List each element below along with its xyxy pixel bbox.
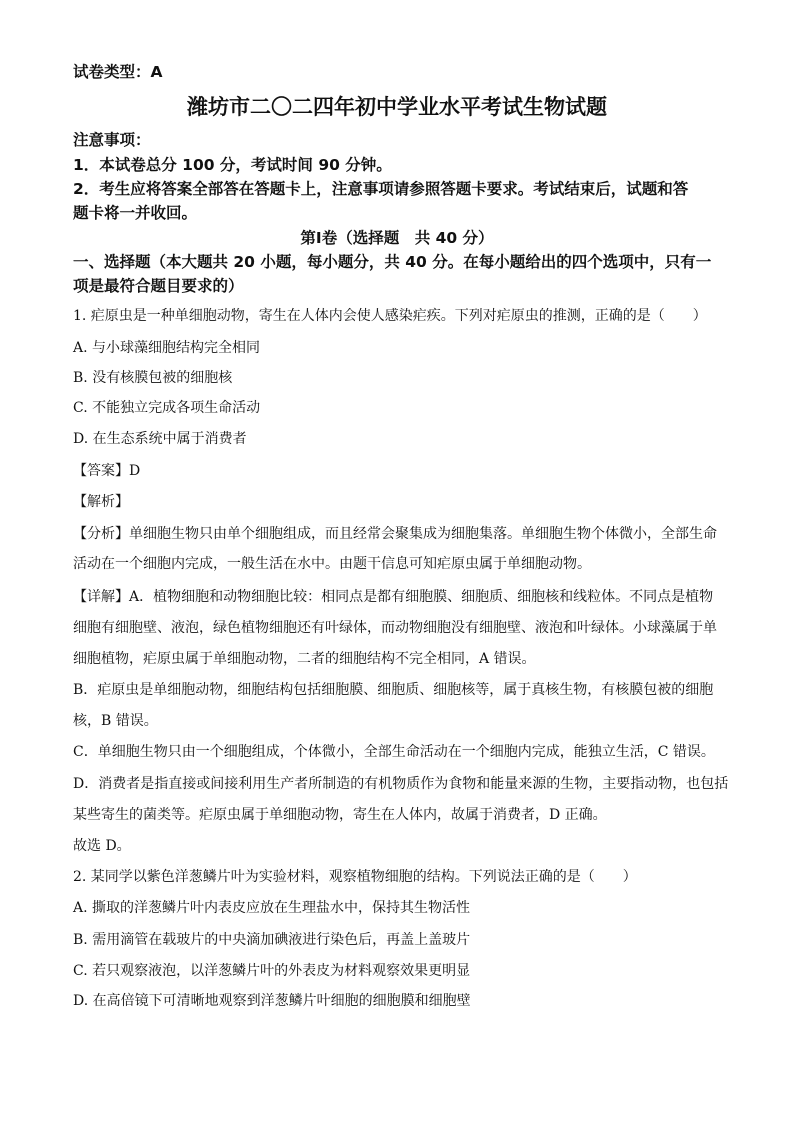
question-option: B. 需用滴管在载玻片的中央滴加碘液进行染色后，再盖上盖玻片 (73, 932, 471, 948)
analysis-line: 活动在一个细胞内完成，一般生活在水中。由题干信息可知疟原虫属于单细胞动物。 (73, 556, 591, 572)
question-option: C. 若只观察液泡，以洋葱鳞片叶的外表皮为材料观察效果更明显 (73, 963, 471, 979)
part-title: 第Ⅰ卷（选择题 共 40 分） (300, 229, 494, 247)
detail-line: 【详解】A．植物细胞和动物细胞比较：相同点是都有细胞膜、细胞质、细胞核和线粒体。不同点是植物 (73, 589, 714, 605)
conclusion-line: 故选 D。 (73, 838, 131, 854)
section-instruction-line: 项是最符合题目要求的） (73, 277, 244, 295)
notice-line: 1．本试卷总分 100 分，考试时间 90 分钟。 (73, 156, 392, 174)
notice-line: 题卡将一并收回。 (73, 204, 198, 222)
question-option: A. 撕取的洋葱鳞片叶内表皮应放在生理盐水中，保持其生物活性 (73, 900, 471, 916)
detail-line: 核，B 错误。 (73, 713, 158, 729)
question-option: B. 没有核膜包被的细胞核 (73, 370, 233, 386)
analysis-heading: 【解析】 (73, 494, 129, 510)
detail-line: C．单细胞生物只由一个细胞组成，个体微小，全部生命活动在一个细胞内完成，能独立生活，C 错误。 (73, 744, 715, 760)
question-stem: 1. 疟原虫是一种单细胞动物，寄生在人体内会使人感染疟疾。下列对疟原虫的推测，正确的是（ ） (73, 308, 707, 324)
notice-line: 2．考生应将答案全部答在答题卡上，注意事项请参照答题卡要求。考试结束后，试题和答 (73, 180, 689, 198)
notice-heading: 注意事项： (73, 131, 151, 149)
question-option: D. 在高倍镜下可清晰地观察到洋葱鳞片叶细胞的细胞膜和细胞壁 (73, 993, 471, 1009)
question-option: D. 在生态系统中属于消费者 (73, 431, 247, 447)
detail-line: 细胞有细胞壁、液泡，绿色植物细胞还有叶绿体，而动物细胞没有细胞壁、液泡和叶绿体。小球藻属于单 (73, 620, 717, 636)
analysis-line: 【分析】单细胞生物只由单个细胞组成，而且经常会聚集成为细胞集落。单细胞生物个体微小，全部生命 (73, 526, 717, 542)
detail-line: 某些寄生的菌类等。疟原虫属于单细胞动物，寄生在人体内，故属于消费者，D 正确。 (73, 807, 607, 823)
question-stem: 2. 某同学以紫色洋葱鳞片叶为实验材料，观察植物细胞的结构。下列说法正确的是（ ） (73, 869, 637, 885)
exam-title: 潍坊市二〇二四年初中学业水平考试生物试题 (187, 95, 607, 119)
question-option: C. 不能独立完成各项生命活动 (73, 400, 261, 416)
paper-type-label: 试卷类型：A (73, 63, 163, 81)
detail-line: B．疟原虫是单细胞动物，细胞结构包括细胞膜、细胞质、细胞核等，属于真核生物，有核膜包被的细胞 (73, 682, 714, 698)
section-instruction-line: 一、选择题（本大题共 20 小题，每小题分，共 40 分。在每小题给出的四个选项中，只有一 (73, 253, 712, 271)
detail-line: D．消费者是指直接或间接利用生产者所制造的有机物质作为食物和能量来源的生物，主要指动物，也包括 (73, 776, 729, 792)
answer-line: 【答案】D (73, 463, 141, 479)
detail-line: 细胞植物，疟原虫属于单细胞动物，二者的细胞结构不完全相同，A 错误。 (73, 651, 536, 667)
question-option: A. 与小球藻细胞结构完全相同 (73, 340, 261, 356)
